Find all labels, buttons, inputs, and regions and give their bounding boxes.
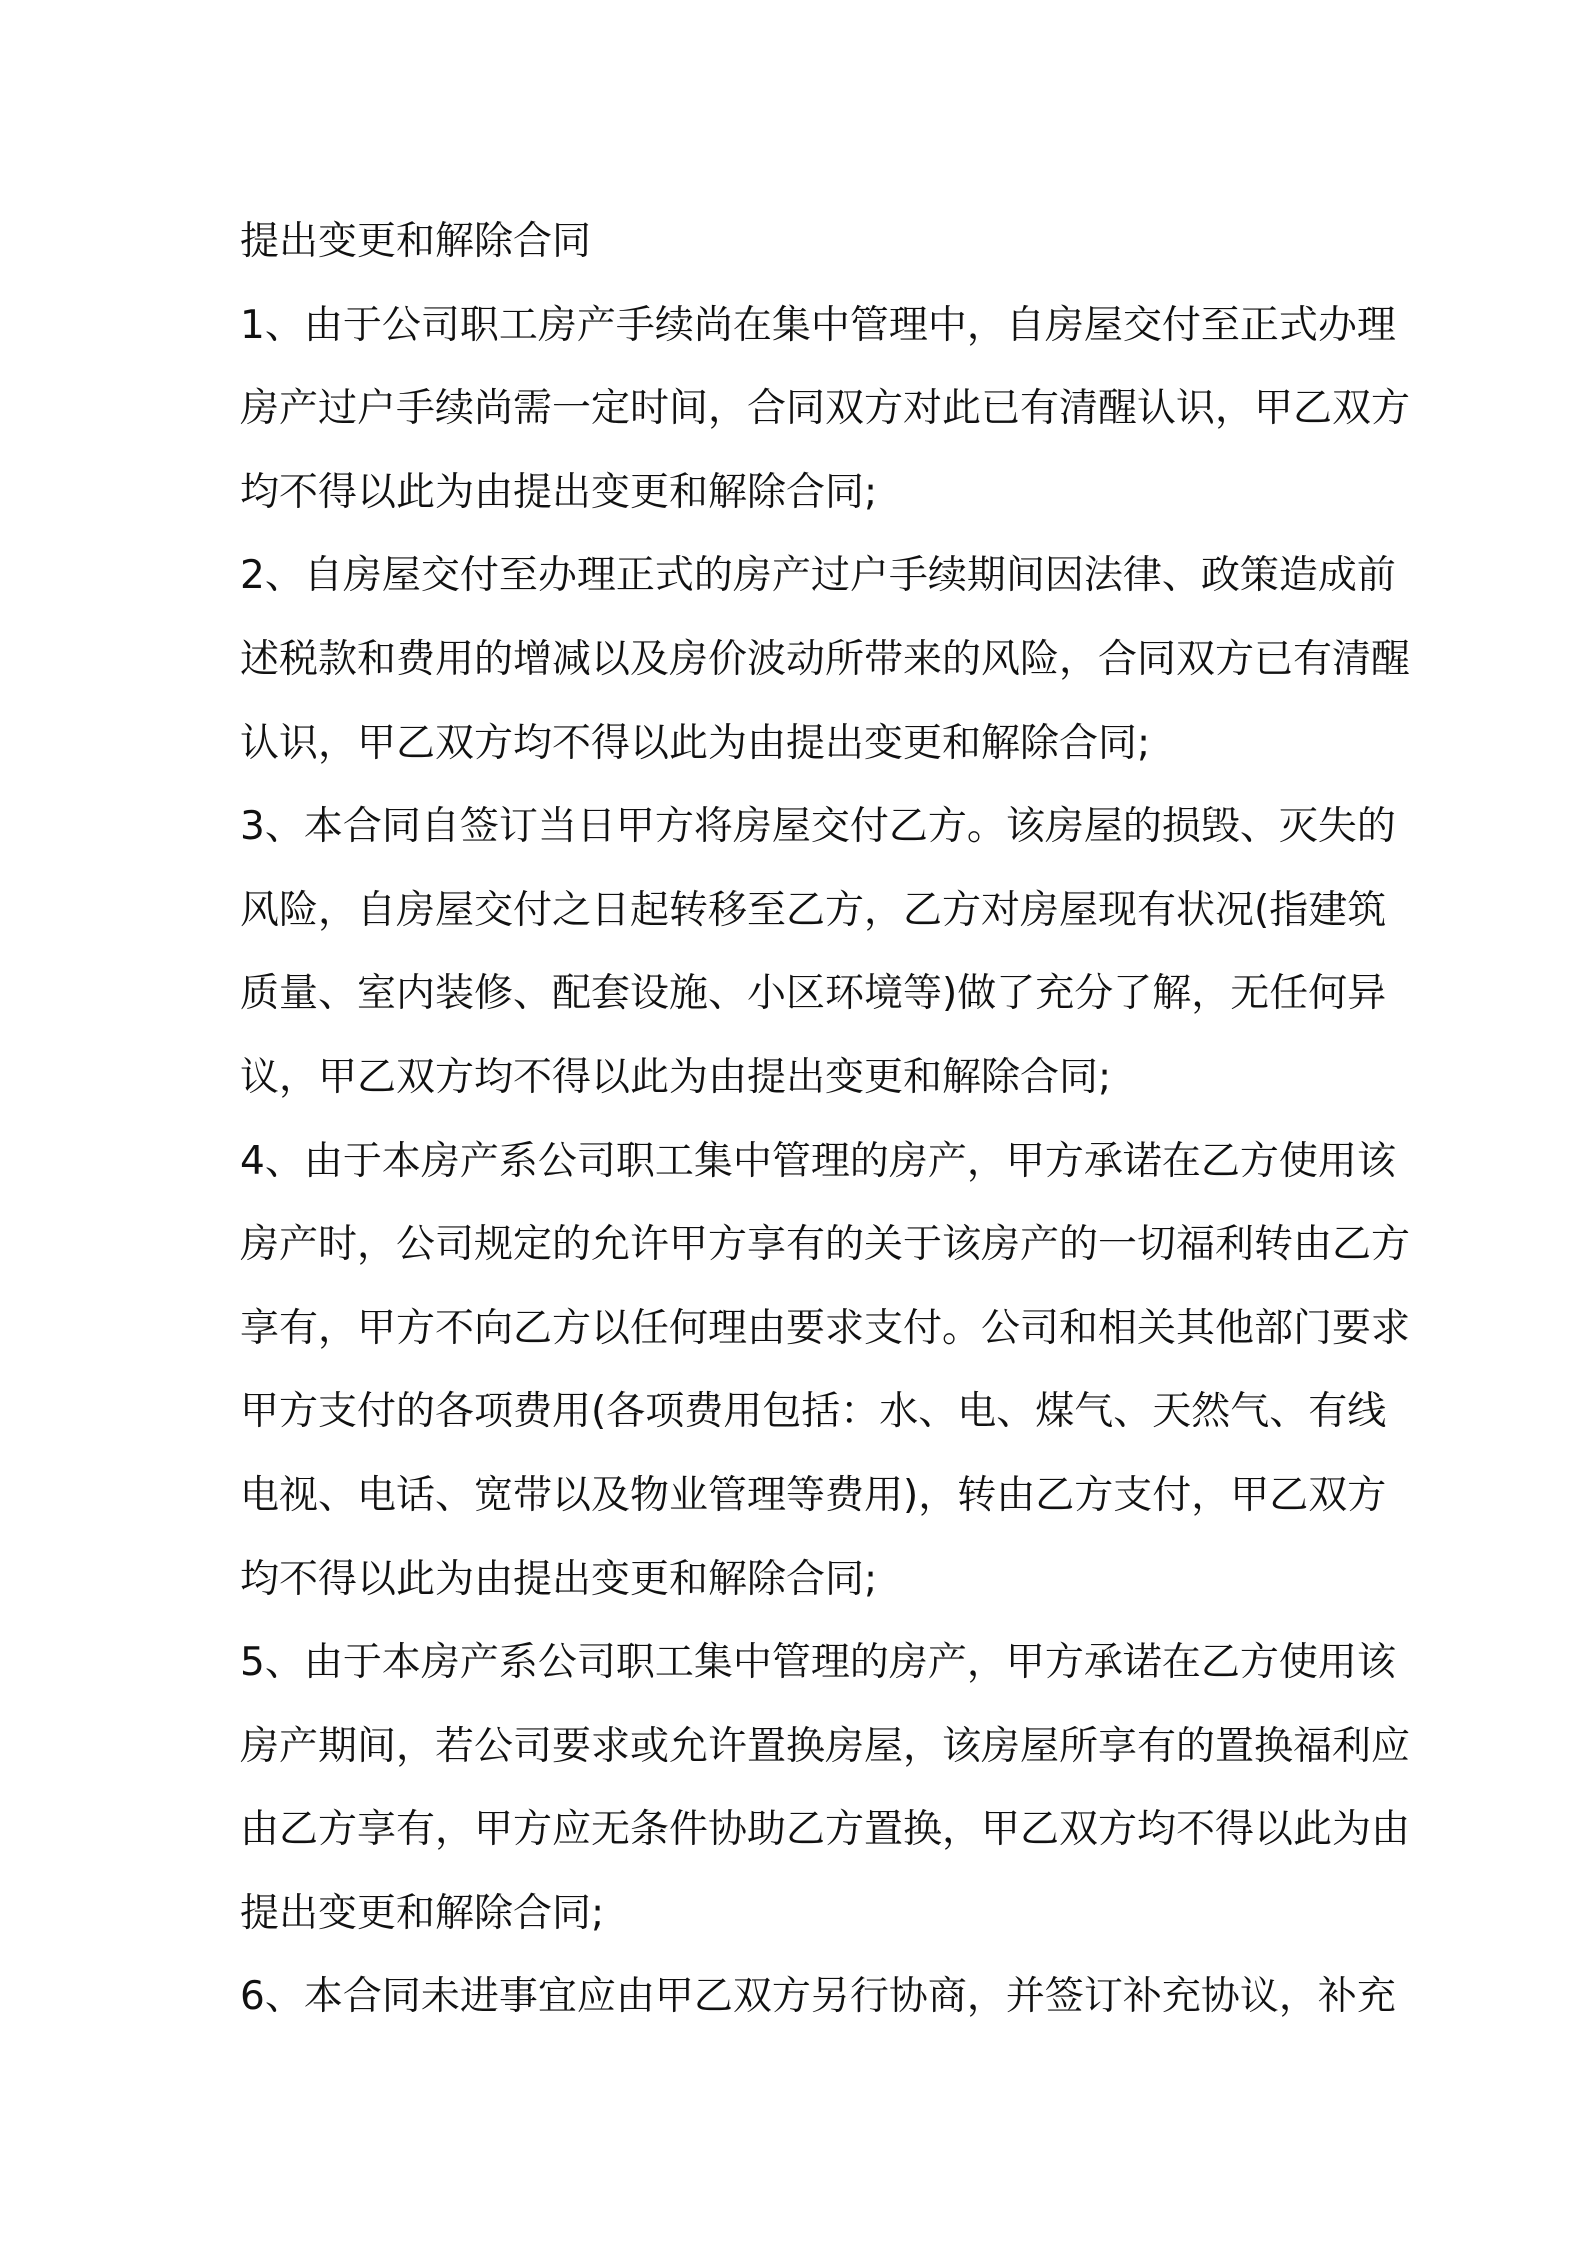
document-line: 1、由于公司职工房产手续尚在集中管理中，自房屋交付至正式办理 <box>240 302 1396 348</box>
document-line: 3、本合同自签订当日甲方将房屋交付乙方。该房屋的损毁、灭失的 <box>240 804 1396 850</box>
document-body <box>240 200 1411 2039</box>
document-line: 电视、电话、宽带以及物业管理等费用)，转由乙方支付，甲乙双方 <box>240 1472 1387 1518</box>
document-line: 述税款和费用的增减以及房价波动所带来的风险，合同双方已有清醒 <box>240 636 1411 682</box>
document-line: 6、本合同未进事宜应由甲乙双方另行协商，并签订补充协议，补充 <box>240 1974 1396 2020</box>
document-line: 房产期间，若公司要求或允许置换房屋，该房屋所享有的置换福利应 <box>240 1723 1411 1769</box>
document-line: 甲方支付的各项费用(各项费用包括：水、电、煤气、天然气、有线 <box>240 1389 1387 1435</box>
document-line: 议，甲乙双方均不得以此为由提出变更和解除合同; <box>240 1054 1112 1100</box>
document-line: 5、由于本房产系公司职工集中管理的房产，甲方承诺在乙方使用该 <box>240 1640 1396 1686</box>
document-line: 2、自房屋交付至办理正式的房产过户手续期间因法律、政策造成前 <box>240 553 1396 599</box>
document-line: 认识，甲乙双方均不得以此为由提出变更和解除合同; <box>240 720 1151 766</box>
document-line: 房产时，公司规定的允许甲方享有的关于该房产的一切福利转由乙方 <box>240 1222 1411 1268</box>
document-line: 房产过户手续尚需一定时间，合同双方对此已有清醒认识，甲乙双方 <box>240 386 1411 432</box>
document-line: 质量、室内装修、配套设施、小区环境等)做了充分了解，无任何异 <box>240 971 1387 1017</box>
document-line: 提出变更和解除合同 <box>240 219 592 264</box>
document-line: 均不得以此为由提出变更和解除合同; <box>240 469 878 515</box>
document-line: 由乙方享有，甲方应无条件协助乙方置换，甲乙双方均不得以此为由 <box>240 1807 1411 1853</box>
document-line: 提出变更和解除合同; <box>240 1890 605 1936</box>
document-line: 享有，甲方不向乙方以任何理由要求支付。公司和相关其他部门要求 <box>240 1305 1411 1351</box>
document-line: 风险，自房屋交付之日起转移至乙方，乙方对房屋现有状况(指建筑 <box>240 887 1387 933</box>
document-line: 4、由于本房产系公司职工集中管理的房产，甲方承诺在乙方使用该 <box>240 1138 1396 1184</box>
document-line: 均不得以此为由提出变更和解除合同; <box>240 1556 878 1602</box>
